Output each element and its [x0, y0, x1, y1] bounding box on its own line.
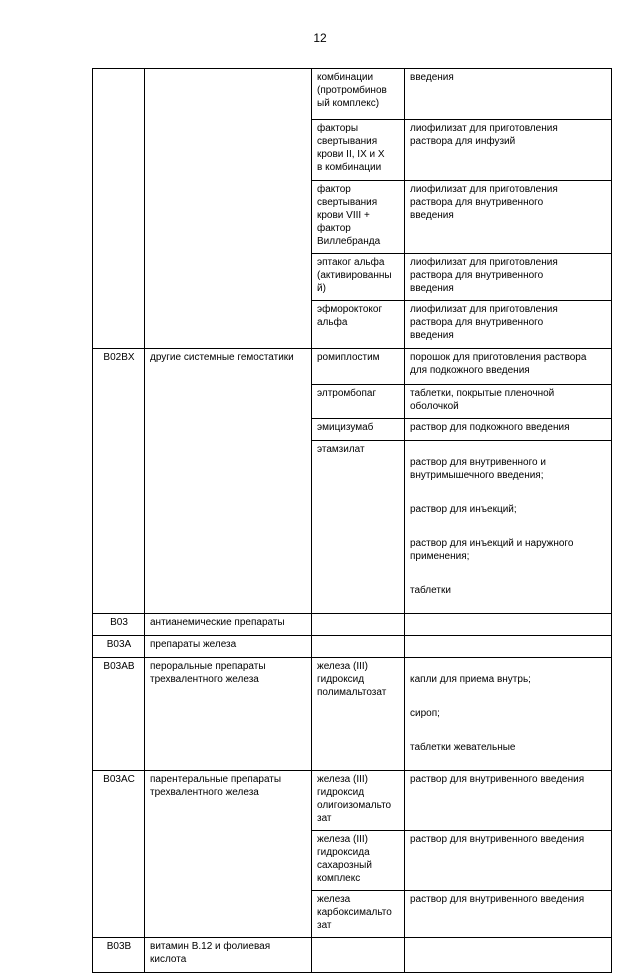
dosage-form [405, 419, 612, 441]
drug-name [312, 938, 405, 973]
drug-name: этамзилат [312, 441, 405, 614]
table-row [93, 69, 612, 120]
atc-code: B03B [93, 938, 145, 973]
dosage-form [405, 771, 612, 831]
dosage-form [405, 938, 612, 973]
table-row [93, 349, 612, 385]
atc-code: B02BX [93, 349, 145, 614]
dosage-form-item: раствор для внутривенного введения [410, 834, 585, 845]
group-name: другие системные гемостатики [145, 349, 312, 614]
dosage-form [405, 441, 612, 614]
drug-name [312, 614, 405, 636]
dosage-form [405, 831, 612, 891]
group-name: витамин B.12 и фолиевая кислота [145, 938, 312, 973]
dosage-form [405, 891, 612, 938]
dosage-form [405, 181, 612, 254]
dosage-form-item: сироп; [410, 708, 440, 719]
drug-name: элтромбопаг [312, 385, 405, 419]
atc-code: B03AC [93, 771, 145, 938]
table-row [93, 614, 612, 636]
group-name: парентеральные препараты трехвалентного железа [145, 771, 312, 938]
dosage-form-item: введения [410, 72, 454, 83]
drug-name: эмицизумаб [312, 419, 405, 441]
drug-name: комбинации (протромбинов ый комплекс) [312, 69, 405, 120]
dosage-form-item: капли для приема внутрь; [410, 674, 531, 685]
dosage-form [405, 69, 612, 120]
dosage-form-item: раствор для подкожного введения [410, 422, 570, 433]
drug-name: железа (III) гидроксида сахарозный комплекс [312, 831, 405, 891]
dosage-form-item: таблетки [410, 585, 451, 596]
dosage-form-item: раствор для внутривенного введения [410, 894, 585, 905]
page-number: 12 [313, 31, 327, 45]
drug-name: фактор свертывания крови VIII + фактор Виллебранда [312, 181, 405, 254]
dosage-form-item: лиофилизат для приготовления раствора для внутривенного введения [410, 304, 558, 341]
dosage-form [405, 254, 612, 301]
drug-name: железа (III) гидроксид полимальтозат [312, 658, 405, 771]
dosage-form-item: раствор для инъекций и наружного применения; [410, 538, 574, 562]
dosage-form-item: раствор для внутривенного введения [410, 774, 585, 785]
dosage-form [405, 636, 612, 658]
group-cell [145, 69, 312, 349]
dosage-form-item: порошок для приготовления раствора для подкожного введения [410, 352, 587, 376]
atc-code: B03A [93, 636, 145, 658]
table-row [93, 636, 612, 658]
dosage-form [405, 120, 612, 181]
drug-name: железа карбоксимальто зат [312, 891, 405, 938]
drug-name [312, 636, 405, 658]
dosage-form-item: раствор для внутривенного и внутримышечного введения; [410, 457, 546, 481]
dosage-form-item: таблетки жевательные [410, 742, 516, 753]
dosage-form-item: лиофилизат для приготовления раствора для внутривенного введения [410, 257, 558, 294]
dosage-form-item: таблетки, покрытые пленочной оболочкой [410, 388, 555, 412]
dosage-form-item: раствор для инъекций; [410, 504, 517, 515]
dosage-form-item: лиофилизат для приготовления раствора для внутривенного введения [410, 184, 558, 221]
dosage-form [405, 301, 612, 349]
drug-name: факторы свертывания крови II, IX и X в комбинации [312, 120, 405, 181]
group-name: препараты железа [145, 636, 312, 658]
drug-name: ромиплостим [312, 349, 405, 385]
table-row [93, 771, 612, 831]
table-row [93, 938, 612, 973]
drug-name: эптаког альфа (активированны й) [312, 254, 405, 301]
dosage-form [405, 385, 612, 419]
atc-code: B03 [93, 614, 145, 636]
atc-code: B03AB [93, 658, 145, 771]
dosage-form-item: лиофилизат для приготовления раствора для инфузий [410, 123, 558, 147]
dosage-form [405, 614, 612, 636]
dosage-form [405, 658, 612, 771]
group-name: пероральные препараты трехвалентного железа [145, 658, 312, 771]
medicines-table [92, 68, 612, 973]
drug-name: железа (III) гидроксид олигоизомальто зат [312, 771, 405, 831]
dosage-form [405, 349, 612, 385]
table-row [93, 658, 612, 771]
drug-name: эфмороктоког альфа [312, 301, 405, 349]
atc-code-cell [93, 69, 145, 349]
group-name: антианемические препараты [145, 614, 312, 636]
